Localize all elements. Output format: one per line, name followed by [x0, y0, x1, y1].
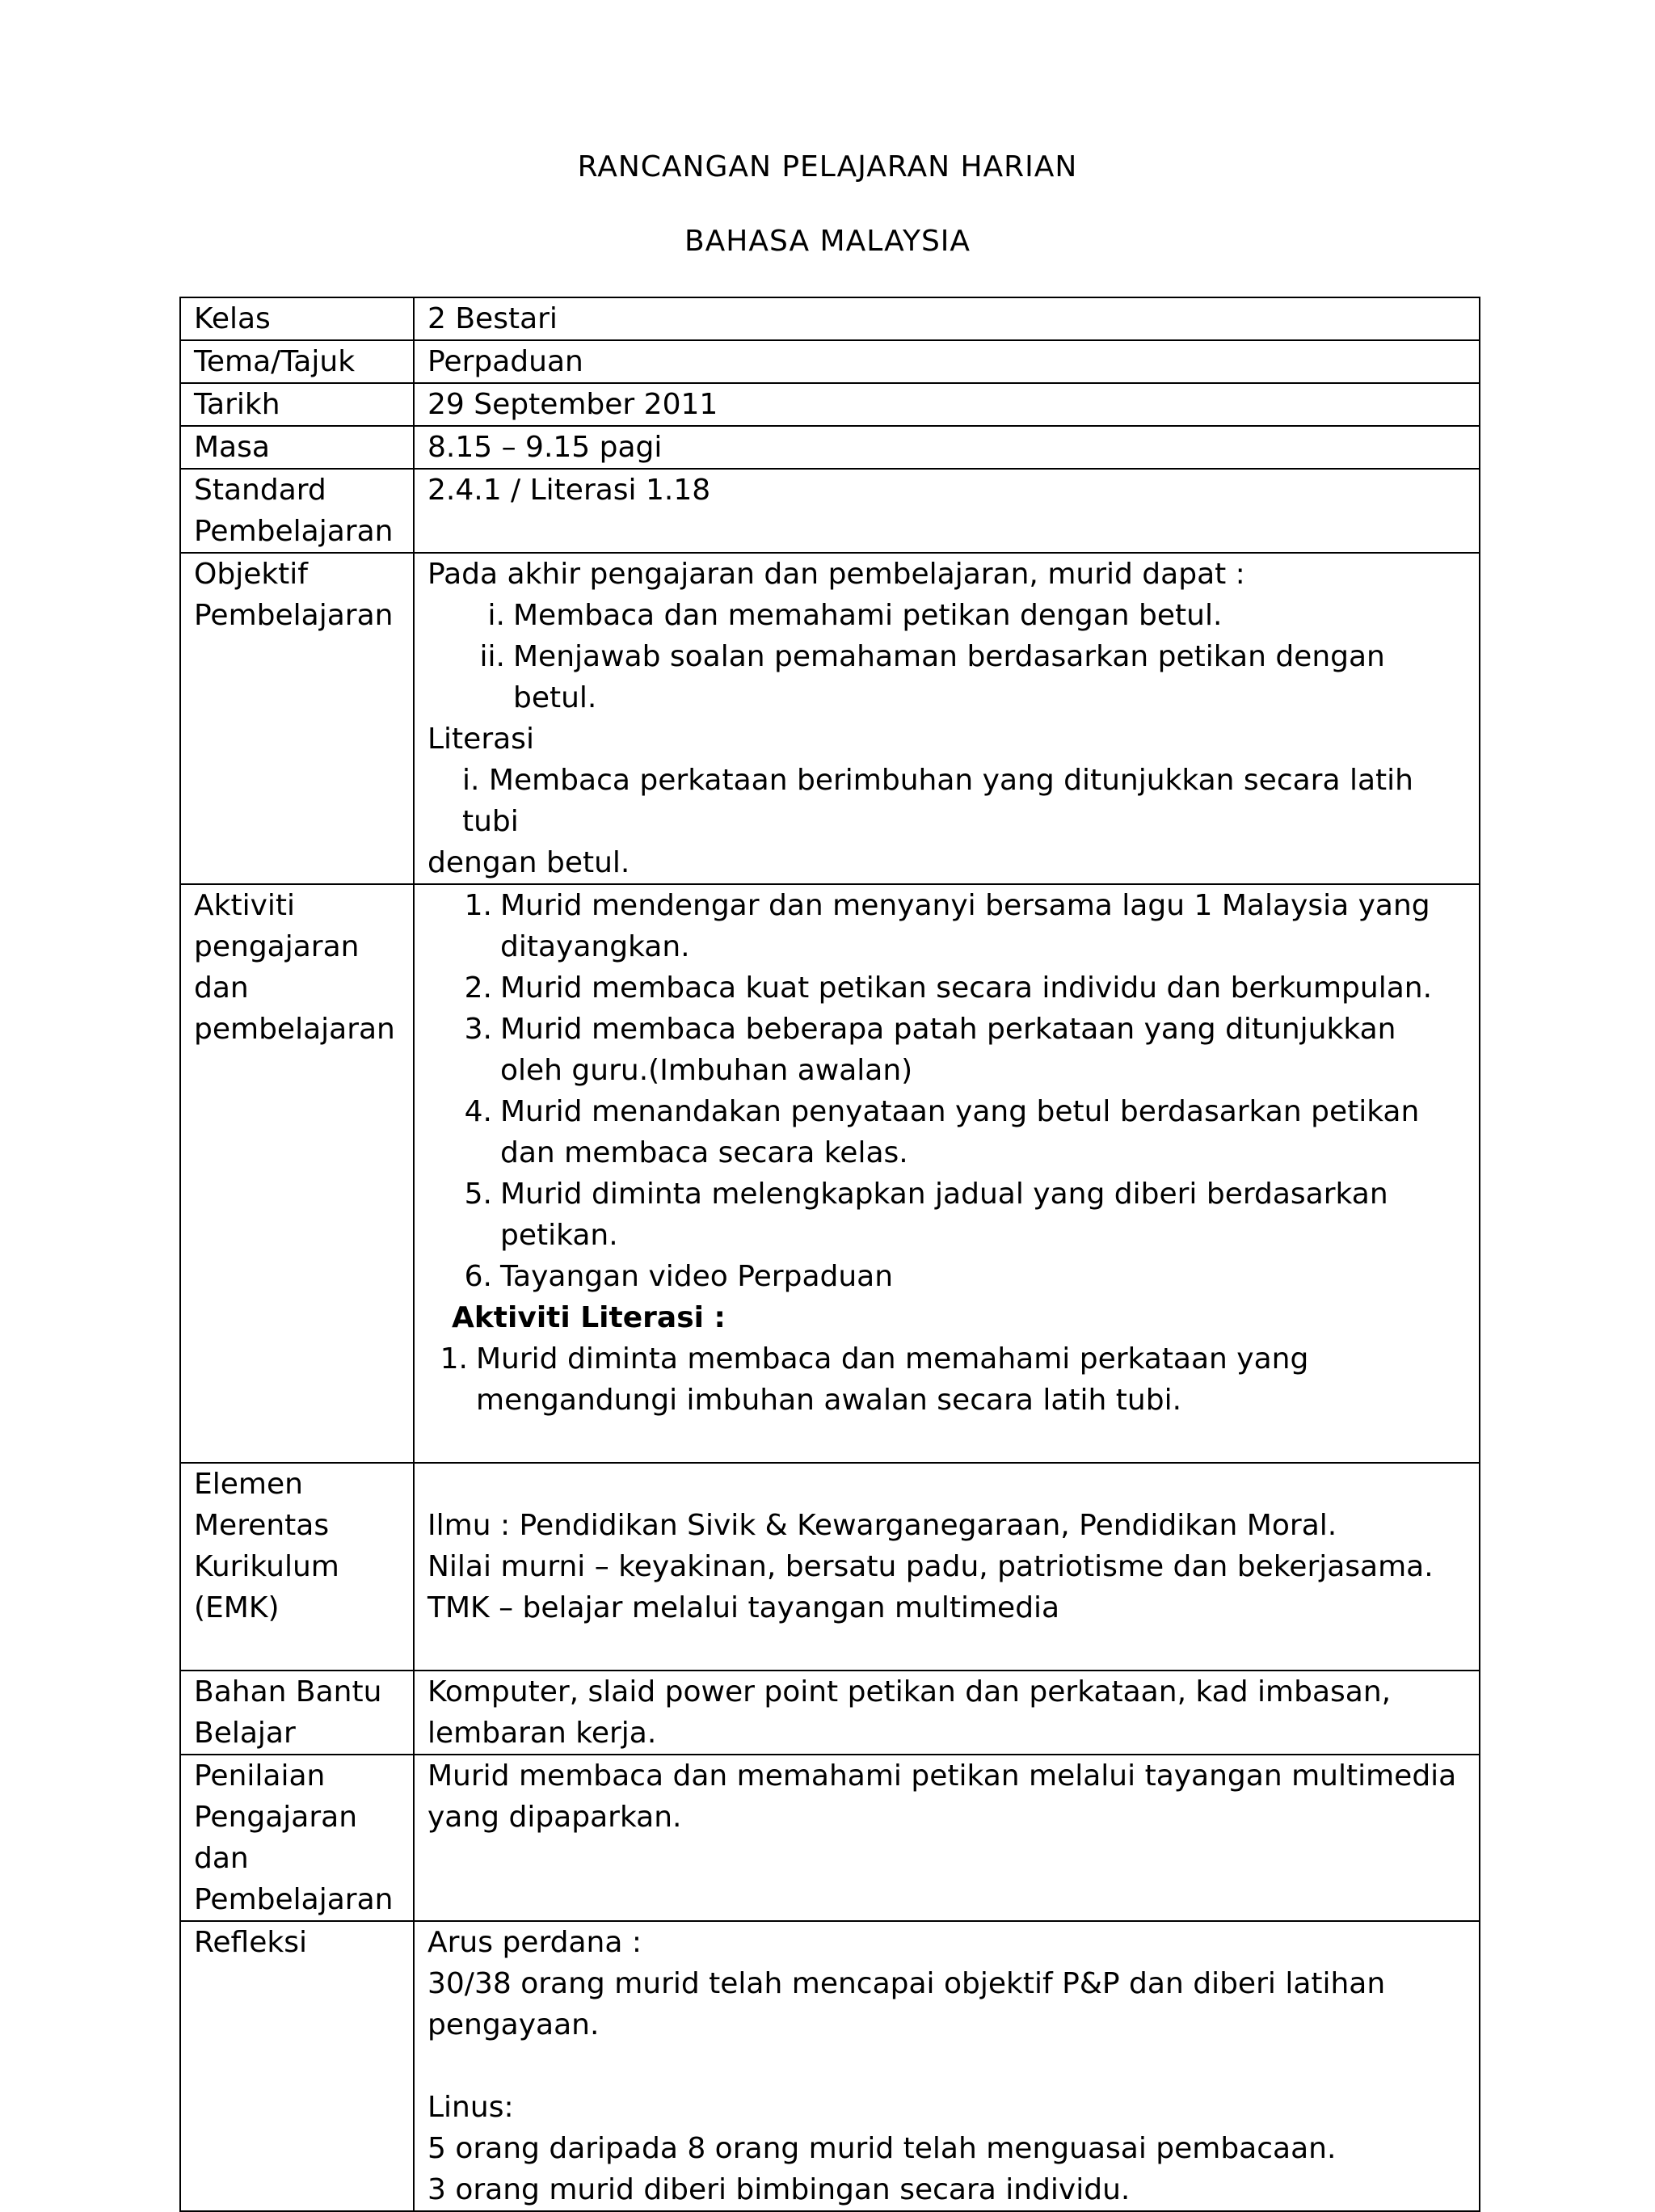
list-text: Murid diminta membaca dan memahami perkataan yang mengandungi imbuhan awalan secara latih tubi.	[476, 1342, 1309, 1417]
value-tarikh: 29 September 2011	[414, 383, 1480, 426]
list-number: 4.	[464, 1095, 492, 1128]
list-text: Murid mendengar dan menyanyi bersama lagu 1 Malaysia yang ditayangkan.	[500, 889, 1430, 963]
arus-text: 30/38 orang murid telah mencapai objektif P&P dan diberi latihan pengayaan.	[427, 1967, 1386, 2041]
list-item	[427, 885, 1466, 967]
label-line: dan	[194, 971, 249, 1005]
list-item	[427, 636, 1466, 718]
label-kelas: Kelas	[180, 297, 414, 340]
linus-line: 3 orang murid diberi bimbingan secara individu.	[427, 2173, 1131, 2206]
row-kelas	[180, 297, 1480, 340]
list-text: Membaca dan memahami petikan dengan betul.	[513, 599, 1223, 632]
list-number: 3.	[464, 1013, 492, 1046]
row-tema	[180, 340, 1480, 383]
list-item	[427, 1009, 1466, 1091]
value-bahan	[414, 1671, 1480, 1755]
label-line: pengajaran	[194, 930, 360, 963]
list-number: 5.	[464, 1178, 492, 1211]
spacer	[427, 2046, 1466, 2087]
label-line: Pembelajaran	[194, 599, 394, 632]
row-masa	[180, 426, 1480, 469]
list-text: Menjawab soalan pemahaman berdasarkan petikan dengan betul.	[513, 640, 1385, 714]
label-line: Merentas	[194, 1509, 330, 1542]
spacer	[427, 1464, 1466, 1505]
list-number: i.	[462, 764, 480, 797]
label-line: Pembelajaran	[194, 515, 394, 548]
label-line: Belajar	[194, 1717, 296, 1750]
label-tarikh: Tarikh	[180, 383, 414, 426]
penilaian-text: Murid membaca dan memahami petikan melalui tayangan multimedia yang dipaparkan.	[427, 1759, 1457, 1834]
list-number: 1.	[464, 889, 492, 922]
value-standard	[414, 469, 1480, 553]
label-penilaian	[180, 1755, 414, 1921]
list-item	[427, 1338, 1466, 1421]
label-masa: Masa	[180, 426, 414, 469]
literasi-activity-heading: Aktiviti Literasi :	[452, 1301, 726, 1334]
row-standard	[180, 469, 1480, 553]
linus-heading: Linus:	[427, 2091, 514, 2124]
list-text: Murid diminta melengkapkan jadual yang diberi berdasarkan petikan.	[500, 1178, 1388, 1252]
label-line: Kurikulum	[194, 1550, 339, 1583]
label-line: Bahan Bantu	[194, 1675, 382, 1709]
list-text: Tayangan video Perpaduan	[500, 1260, 894, 1293]
value-refleksi	[414, 1921, 1480, 2211]
row-bahan	[180, 1671, 1480, 1755]
list-number: ii.	[479, 640, 505, 673]
literasi-heading: Literasi	[427, 723, 534, 756]
value-emk	[414, 1463, 1480, 1671]
value-tema: Perpaduan	[414, 340, 1480, 383]
row-refleksi	[180, 1921, 1480, 2211]
label-line: Pengajaran	[194, 1801, 358, 1834]
value-kelas: 2 Bestari	[414, 297, 1480, 340]
row-emk	[180, 1463, 1480, 1671]
label-line: Elemen	[194, 1468, 303, 1501]
list-item	[427, 1256, 1466, 1297]
label-emk	[180, 1463, 414, 1671]
row-tarikh	[180, 383, 1480, 426]
bahan-text: Komputer, slaid power point petikan dan perkataan, kad imbasan, lembaran kerja.	[427, 1675, 1392, 1750]
value-objektif	[414, 553, 1480, 884]
label-line: Objektif	[194, 558, 308, 591]
subject-title: BAHASA MALAYSIA	[684, 225, 971, 258]
page-title: RANCANGAN PELAJARAN HARIAN	[577, 150, 1078, 183]
list-text: Murid membaca beberapa patah perkataan yang ditunjukkan oleh guru.(Imbuhan awalan)	[500, 1013, 1396, 1087]
label-standard	[180, 469, 414, 553]
list-item	[427, 1091, 1466, 1173]
list-number: 1.	[440, 1342, 468, 1376]
label-objektif	[180, 553, 414, 884]
row-penilaian	[180, 1755, 1480, 1921]
spacer	[194, 1628, 400, 1670]
label-line: Pembelajaran	[194, 1883, 394, 1916]
list-item	[427, 1173, 1466, 1256]
label-refleksi: Refleksi	[180, 1921, 414, 2211]
label-tema: Tema/Tajuk	[180, 340, 414, 383]
label-line: pembelajaran	[194, 1013, 395, 1046]
arus-heading: Arus perdana :	[427, 1926, 642, 1959]
label-bahan	[180, 1671, 414, 1755]
list-number: 6.	[464, 1260, 492, 1293]
list-text: Membaca perkataan berimbuhan yang ditunjukkan secara latih tubi	[462, 764, 1413, 838]
emk-line: TMK – belajar melalui tayangan multimedia	[427, 1591, 1060, 1624]
spacer	[427, 1421, 1466, 1462]
standard-value: 2.4.1 / Literasi 1.18	[427, 474, 711, 507]
label-line: (EMK)	[194, 1591, 280, 1624]
linus-line: 5 orang daripada 8 orang murid telah menguasai pembacaan.	[427, 2132, 1337, 2165]
row-aktiviti	[180, 884, 1480, 1463]
value-penilaian	[414, 1755, 1480, 1921]
label-line: Penilaian	[194, 1759, 326, 1793]
objektif-intro: Pada akhir pengajaran dan pembelajaran, murid dapat :	[427, 558, 1245, 591]
row-objektif	[180, 553, 1480, 884]
list-item	[427, 967, 1466, 1009]
label-line: Aktiviti	[194, 889, 296, 922]
literasi-objective-cont: dengan betul.	[427, 846, 630, 879]
label-aktiviti	[180, 884, 414, 1463]
emk-line: Nilai murni – keyakinan, bersatu padu, patriotisme dan bekerjasama.	[427, 1550, 1434, 1583]
list-text: Murid menandakan penyataan yang betul berdasarkan petikan dan membaca secara kelas.	[500, 1095, 1420, 1169]
label-line: Standard	[194, 474, 326, 507]
literasi-objective	[427, 760, 1466, 842]
list-text: Murid membaca kuat petikan secara individu dan berkumpulan.	[500, 971, 1433, 1005]
value-masa: 8.15 – 9.15 pagi	[414, 426, 1480, 469]
emk-line: Ilmu : Pendidikan Sivik & Kewarganegaraan, Pendidikan Moral.	[427, 1509, 1337, 1542]
lesson-plan-table	[179, 297, 1480, 2212]
list-number: i.	[487, 599, 505, 632]
list-number: 2.	[464, 971, 492, 1005]
label-line: dan	[194, 1842, 249, 1875]
list-item	[427, 595, 1466, 636]
value-aktiviti	[414, 884, 1480, 1463]
